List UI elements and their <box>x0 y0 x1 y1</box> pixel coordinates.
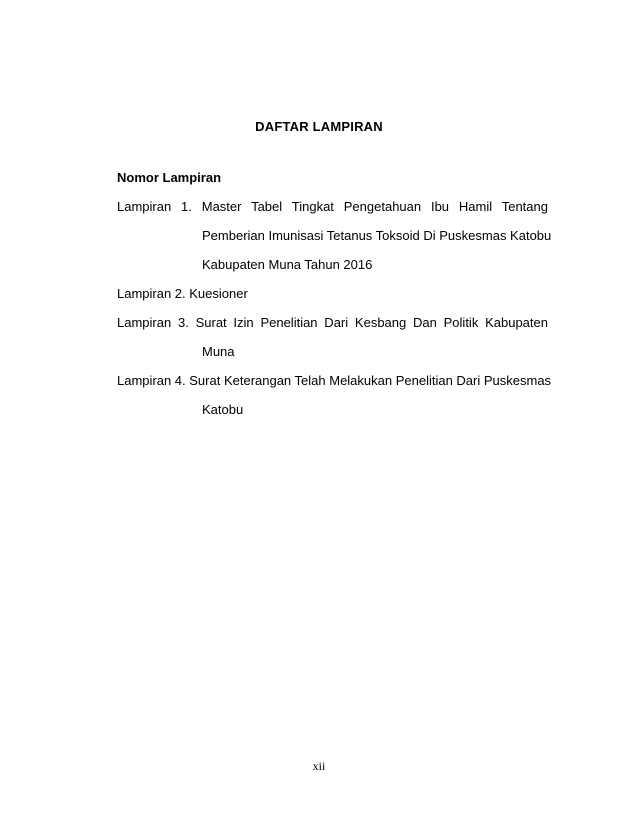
appendix-entry-4-continuation: Katobu <box>202 402 244 417</box>
appendix-entry-3: Lampiran 3. Surat Izin Penelitian Dari Kesbang Dan Politik Kabupaten <box>117 315 548 330</box>
appendix-entry-3-continuation: Muna <box>202 344 235 359</box>
page-number: xii <box>312 759 326 773</box>
appendix-entry-1: Lampiran 1. Master Tabel Tingkat Pengetahuan Ibu Hamil Tentang <box>117 199 548 214</box>
document-title: DAFTAR LAMPIRAN <box>255 119 383 134</box>
section-heading: Nomor Lampiran <box>117 170 222 185</box>
appendix-entry-4: Lampiran 4. Surat Keterangan Telah Melakukan Penelitian Dari Puskesmas <box>117 373 552 388</box>
appendix-entry-1-continuation: Pemberian Imunisasi Tetanus Toksoid Di Puskesmas Katobu <box>202 228 552 243</box>
appendix-entry-2: Lampiran 2. Kuesioner <box>117 286 248 301</box>
appendix-entry-1-continuation: Kabupaten Muna Tahun 2016 <box>202 257 373 272</box>
